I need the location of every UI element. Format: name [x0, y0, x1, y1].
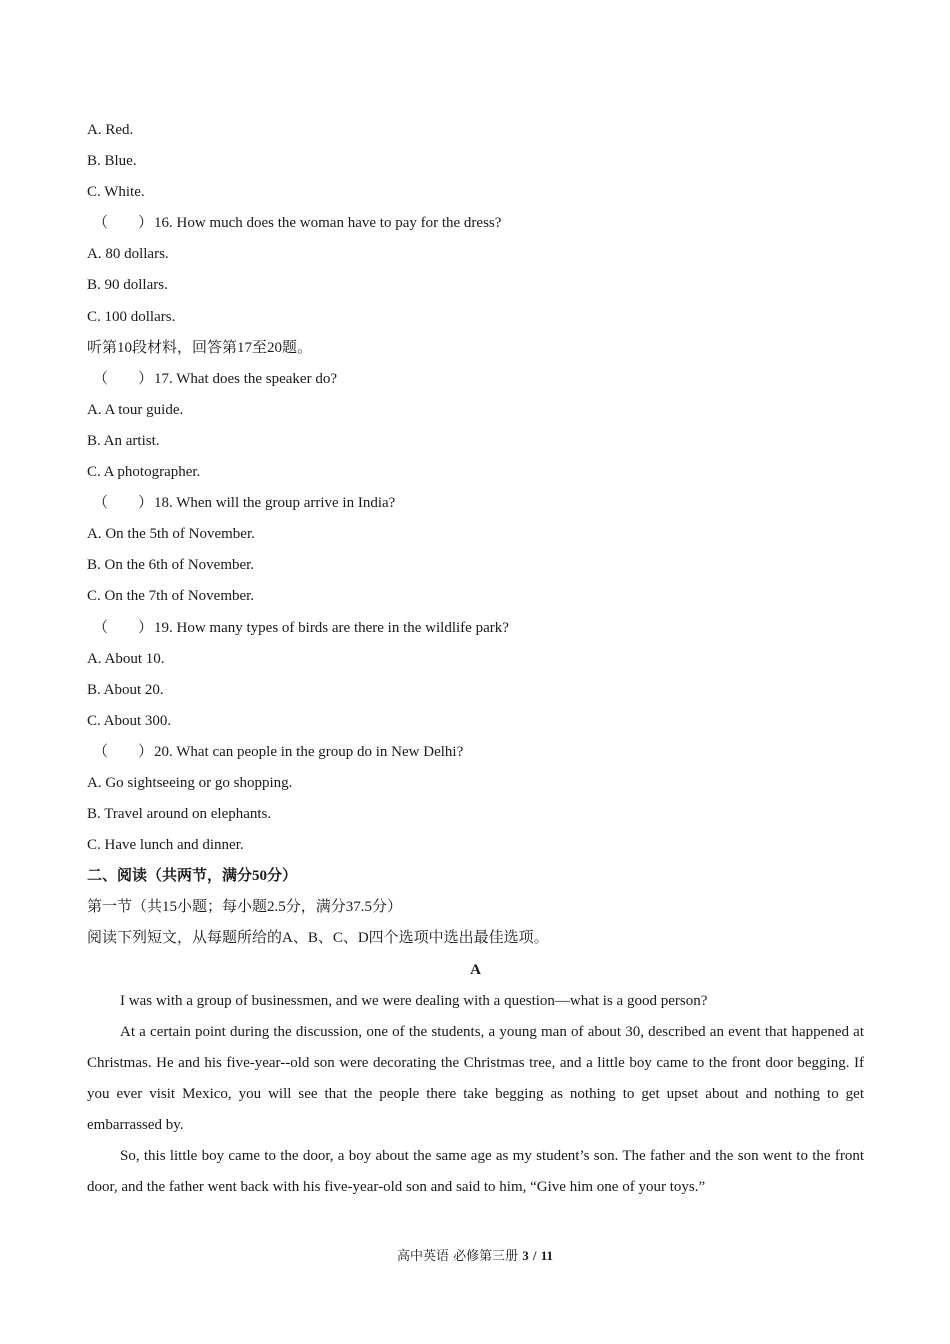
option-a: A. On the 5th of November.	[87, 526, 255, 543]
option-a: A. A tour guide.	[87, 401, 184, 418]
option-a: A. 80 dollars.	[87, 246, 169, 263]
question-text: 19. How many types of birds are there in the wildlife park?	[154, 619, 509, 636]
option-a: A. Go sightseeing or go shopping.	[87, 774, 293, 791]
passage-label: A	[470, 961, 481, 978]
passage-paragraph: I was with a group of businessmen, and we were dealing with a question—what is a good person?	[120, 992, 708, 1009]
footer-title: 高中英语 必修第三册	[397, 1249, 519, 1264]
reading-instruction: 阅读下列短文，从每题所给的A、B、C、D四个选项中选出最佳选项。	[87, 930, 549, 947]
answer-blank: （ ）	[93, 370, 154, 387]
question-17	[87, 364, 864, 395]
question-19	[87, 613, 864, 644]
question-20	[87, 737, 864, 768]
answer-blank: （ ）	[93, 495, 154, 512]
option-b: B. 90 dollars.	[87, 277, 168, 294]
document-page	[87, 115, 864, 1203]
option-c: C. White.	[87, 184, 145, 201]
option-c: C. On the 7th of November.	[87, 588, 255, 605]
question-18	[87, 488, 864, 519]
answer-blank: （ ）	[93, 215, 154, 232]
answer-blank: （ ）	[93, 619, 154, 636]
page-number: 3	[522, 1248, 529, 1263]
part-title: 第一节（共15小题；每小题2.5分，满分37.5分）	[87, 899, 403, 916]
passage-paragraph: At a certain point during the discussion, one of the students, a young man of about 30, described an event that happened at Christmas. He and his five-year--old son were decorating the Christmas tree, and a little boy came to the front door begging. If you ever visit Mexico, you will see that the people there take begging as nothing to get upset about and nothing to get embarrassed by.	[87, 1023, 864, 1133]
question-text: 16. How much does the woman have to pay for the dress?	[154, 215, 502, 232]
question-16	[87, 208, 864, 239]
question-text: 17. What does the speaker do?	[154, 370, 337, 387]
option-c: C. Have lunch and dinner.	[87, 837, 244, 854]
answer-blank: （ ）	[93, 743, 154, 760]
option-c: C. 100 dollars.	[87, 308, 176, 325]
option-b: B. On the 6th of November.	[87, 557, 255, 574]
page-separator: /	[532, 1248, 537, 1263]
section-title: 二、阅读（共两节，满分50分）	[87, 868, 298, 885]
page-footer	[0, 1245, 950, 1264]
listening-instruction: 听第10段材料，回答第17至20题。	[87, 339, 313, 356]
option-c: C. A photographer.	[87, 464, 201, 481]
option-b: B. About 20.	[87, 681, 164, 698]
option-a: A. About 10.	[87, 650, 165, 667]
question-text: 18. When will the group arrive in India?	[154, 495, 396, 512]
option-b: B. An artist.	[87, 432, 160, 449]
option-b: B. Blue.	[87, 153, 137, 170]
page-total: 11	[540, 1248, 553, 1263]
option-b: B. Travel around on elephants.	[87, 806, 272, 823]
option-c: C. About 300.	[87, 712, 172, 729]
question-text: 20. What can people in the group do in New Delhi?	[154, 743, 464, 760]
passage-paragraph: So, this little boy came to the door, a boy about the same age as my student’s son. The father and the son went to the front door, and the father went back with his five-year-old son and said to him, “Give him one of your toys.”	[87, 1148, 864, 1196]
option-a: A. Red.	[87, 122, 134, 138]
